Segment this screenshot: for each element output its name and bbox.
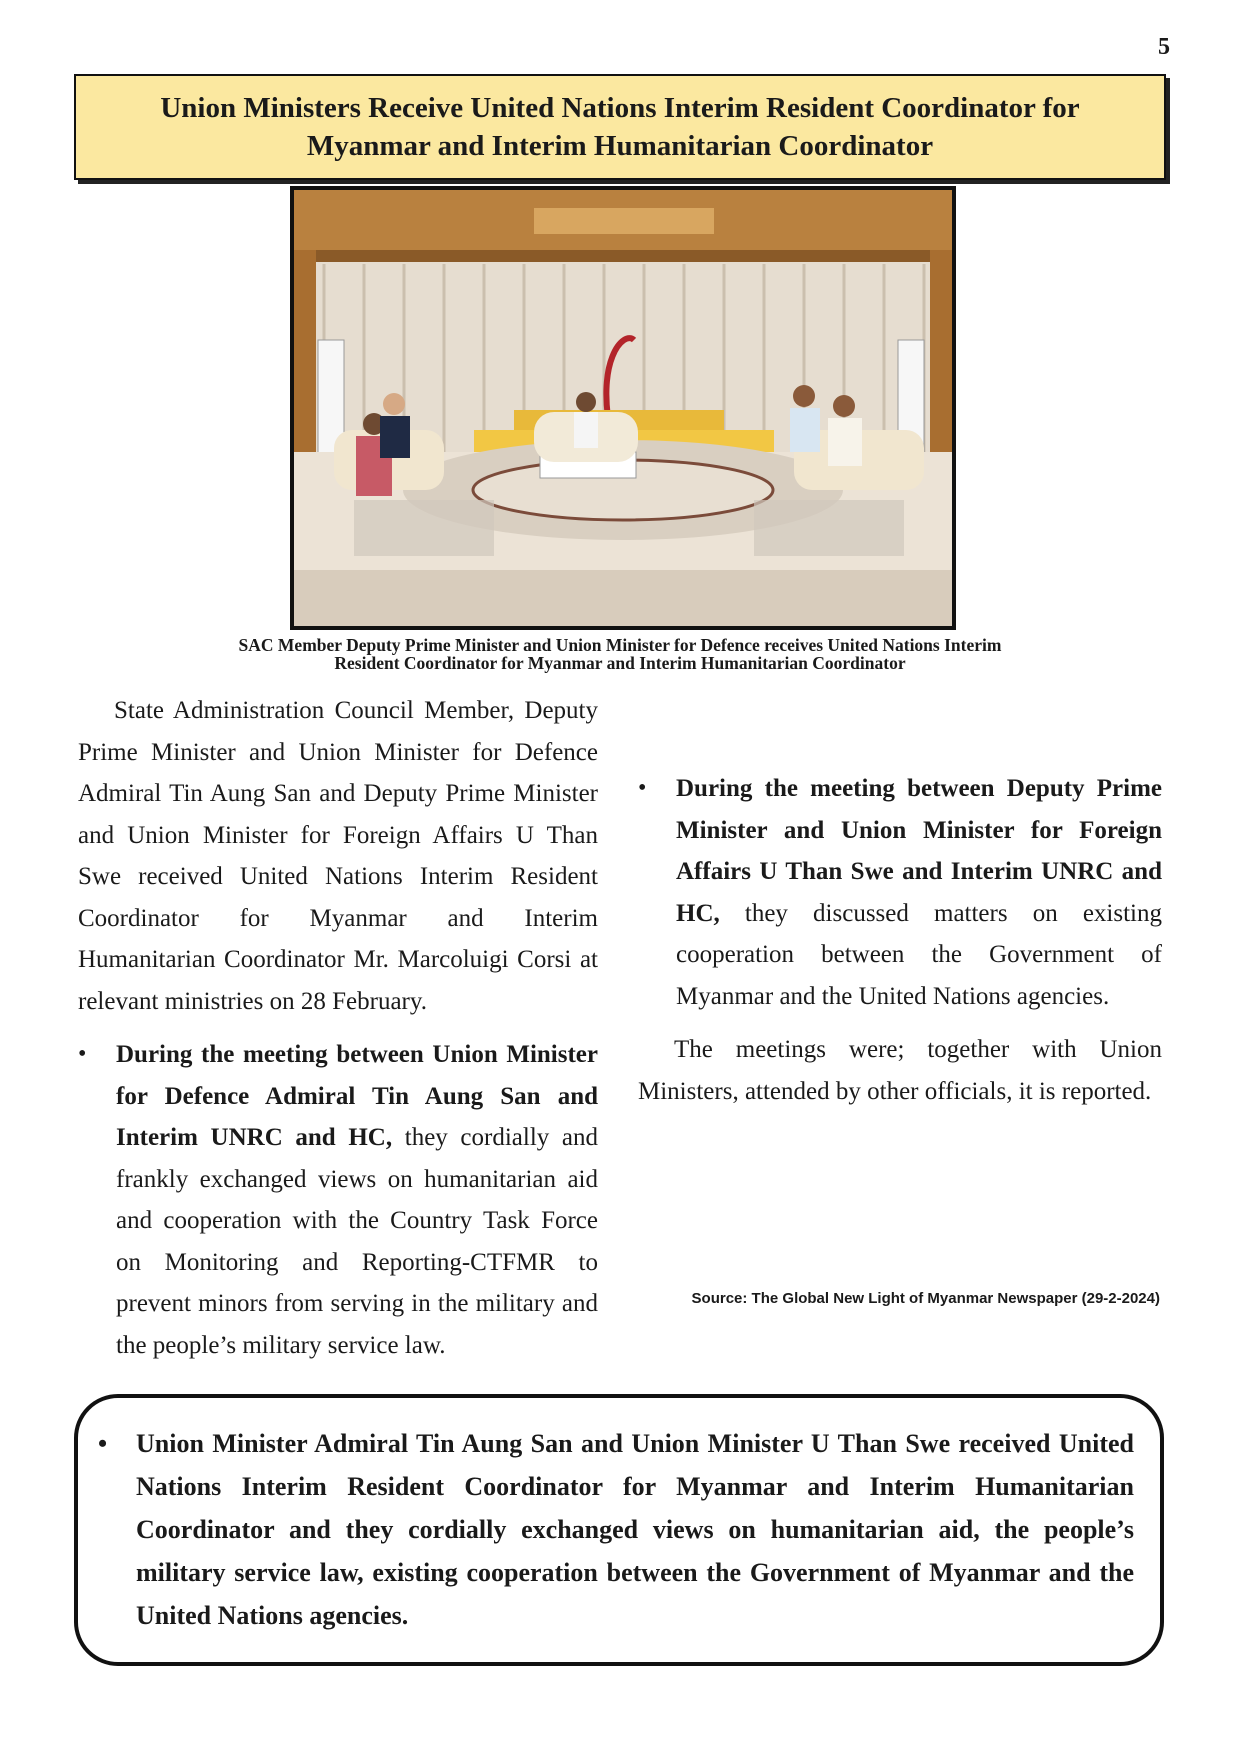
- page-title: Union Ministers Receive United Nations Interim Resident Coordinator for Myanmar and Interim Humanitarian Coordinator: [160, 92, 1080, 162]
- page-number: 5: [1158, 34, 1170, 60]
- caption-line-2: Resident Coordinator for Myanmar and Interim Humanitarian Coordinator: [334, 653, 906, 673]
- article-bullets-right: [638, 768, 1162, 1017]
- article-bullets-left: [78, 1034, 598, 1366]
- meeting-photo: [290, 186, 956, 630]
- meeting-photo-illustration: [294, 190, 952, 626]
- summary-item: • Union Minister Admiral Tin Aung San and Union Minister U Than Swe received United Nations Interim Resident Coordinator for Myanmar and Interim Humanitarian Coordinator and they cordially exchanged views on humanitarian aid, the people’s military service law, existing cooperation between the Government of Myanmar and the United Nations agencies.: [136, 1422, 1134, 1637]
- photo-caption: [120, 636, 1120, 672]
- article-column-left: [78, 690, 599, 1359]
- bullet-foreign-affairs-bold: During the meeting between Deputy Prime Minister and Union Minister for Foreign Affairs U Than Swe and Interim UNRC and HC,: [676, 775, 1162, 927]
- bullet-defence-text: they cordially and frankly exchanged views on humanitarian aid and cooperation with the Country Task Force on Monitoring and Reporting-CTFMR to prevent minors from serving in the military and the people’s military service law.: [116, 1124, 599, 1359]
- source-citation: Source: The Global New Light of Myanmar Newspaper (29-2-2024): [691, 1290, 1160, 1307]
- summary-list: [78, 1398, 1160, 1637]
- article-column-right: [638, 690, 1162, 1112]
- article-intro: State Administration Council Member, Deputy Prime Minister and Union Minister for Defence Admiral Tin Aung San and Deputy Prime Minister and Union Minister for Foreign Affairs U Than Swe received United Nations Interim Resident Coordinator for Myanmar and Interim Humanitarian Coordinator Mr. Marcoluigi Corsi at relevant ministries on 28 February.: [78, 697, 598, 1015]
- title-box: [74, 74, 1166, 180]
- article-bullet-foreign-affairs: [676, 768, 1162, 1017]
- bullet-defence-bold: During the meeting between Union Minister for Defence Admiral Tin Aung San and Interim UNRC and HC,: [116, 1041, 598, 1151]
- article-closing: The meetings were; together with Union Ministers, attended by other officials, it is reported.: [638, 1036, 1162, 1105]
- summary-box: [74, 1394, 1164, 1666]
- caption-line-1: SAC Member Deputy Prime Minister and Union Minister for Defence receives United Nations Interim: [238, 635, 1002, 655]
- bullet-foreign-affairs-text: they discussed matters on existing cooperation between the Government of Myanmar and the United Nations agencies.: [676, 899, 1162, 1010]
- article-bullet-defence: [116, 1034, 598, 1366]
